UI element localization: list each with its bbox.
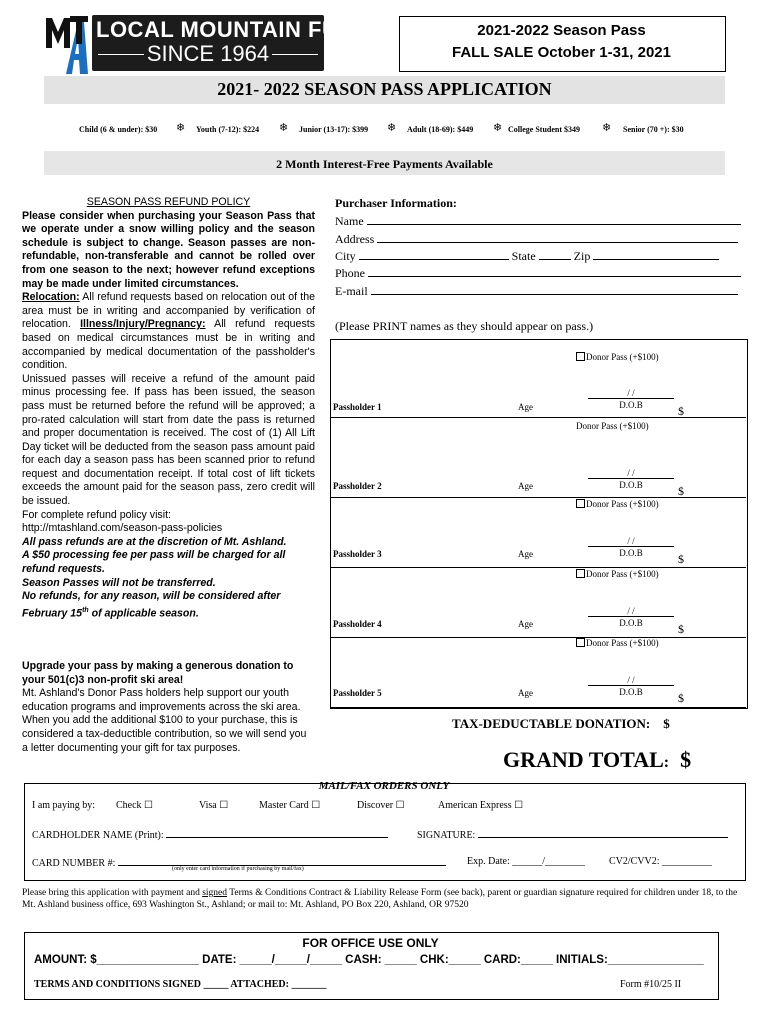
form-number: Form #10/25 II <box>620 979 682 990</box>
state-label: State <box>511 249 536 263</box>
snowflake-icon: ❄ <box>176 122 186 134</box>
terms-signed: TERMS AND CONDITIONS SIGNED _____ ATTACHED: _______ <box>34 979 327 990</box>
bring-note-post: Terms & Conditions Contract & Liability Release Form (see back), parent or guardian signature required for children under 18, to the Mt. Ashland business office, 693 Washington St., Ashland; or mail to: Mt. Ashland, PO Box 220, Ashland, OR 97520 <box>22 888 738 910</box>
relocation-label: Relocation: <box>22 291 80 304</box>
city-label: City <box>335 249 356 263</box>
address-label: Address <box>335 232 375 246</box>
age-label: Age <box>518 402 533 412</box>
deadline-sup: th <box>82 606 89 614</box>
donor-pass-checkbox[interactable] <box>576 421 649 431</box>
email-label: E-mail <box>335 284 368 298</box>
amount-dollar: $ <box>678 691 684 705</box>
refund-policy-heading: SEASON PASS REFUND POLICY <box>86 196 251 208</box>
passholder-3-label: Passholder 3 <box>333 549 382 559</box>
illness-label: Illness/Injury/Pregnancy: <box>80 318 206 331</box>
dob-label: D.O.B <box>619 618 643 628</box>
passholder-4-label: Passholder 4 <box>333 619 382 629</box>
name-field[interactable] <box>335 213 741 229</box>
checkbox-icon <box>576 569 585 578</box>
price-child: Child (6 & under): $30 <box>79 125 158 134</box>
upgrade-section <box>22 660 315 755</box>
signature-label: SIGNATURE: <box>417 830 476 841</box>
dob-input[interactable]: / / <box>588 389 674 399</box>
row-divider <box>330 567 746 568</box>
donor-pass-label: Donor Pass (+$100) <box>576 421 649 431</box>
card-info-note: (only enter card information if purchasing by mail/fax) <box>172 866 304 872</box>
refund-policy-intro: Please consider when purchasing your Season Pass that we operate under a snow willing policy and the season schedule is subject to change. Season passes are non-refundable, non-transferable and cannot be rolled over from one season to the next; however refund exceptions may be made under limited circumstances. <box>22 209 315 290</box>
city-state-zip-field[interactable] <box>335 248 719 264</box>
grand-total-label: GRAND TOTAL <box>503 747 664 772</box>
price-junior: Junior (13-17): $399 <box>299 125 369 134</box>
zip-label: Zip <box>573 249 591 263</box>
snowflake-icon: ❄ <box>387 122 397 134</box>
refund-policy-link[interactable]: http://mtashland.com/season-pass-policies <box>22 522 223 535</box>
exp-date-field[interactable]: Exp. Date: ______/________ <box>467 856 586 867</box>
snowflake-icon: ❄ <box>493 122 503 134</box>
grand-total <box>503 747 691 773</box>
purchaser-heading: Purchaser Information: <box>335 196 457 210</box>
cardholder-label: CARDHOLDER NAME (Print): <box>32 830 164 841</box>
dob-label: D.O.B <box>619 548 643 558</box>
card-number-label: CARD NUMBER #: <box>32 858 116 869</box>
phone-label: Phone <box>335 266 365 280</box>
refund-deadline <box>22 590 315 621</box>
checkbox-icon <box>576 638 585 647</box>
amount-dollar: $ <box>678 622 684 636</box>
upgrade-heading: Upgrade your pass by making a generous donation to your 501(c)3 non-profit ski area! <box>22 660 294 686</box>
age-label: Age <box>518 688 533 698</box>
cvv-field[interactable]: CV2/CVV2: __________ <box>609 856 713 867</box>
dob-input[interactable]: / / <box>588 469 674 479</box>
passholder-5-label: Passholder 5 <box>333 688 382 698</box>
donor-pass-label: Donor Pass (+$100) <box>586 569 659 579</box>
cardholder-field[interactable] <box>32 828 388 841</box>
print-note: (Please PRINT names as they should appear on pass.) <box>335 319 594 333</box>
dob-input[interactable]: / / <box>588 537 674 547</box>
discover-option[interactable]: Discover ☐ <box>357 800 405 811</box>
refund-no-transfer: Season Passes will not be transferred. <box>22 576 216 589</box>
deadline-text: No refunds, for any reason, will be considered after February 15 <box>22 590 281 620</box>
email-field[interactable] <box>335 283 738 299</box>
price-adult: Adult (18-69): $449 <box>407 125 474 134</box>
name-label: Name <box>335 214 364 228</box>
passholder-table <box>330 339 748 709</box>
price-senior: Senior (70 +): $30 <box>623 125 684 134</box>
visa-option[interactable]: Visa ☐ <box>199 800 229 811</box>
bring-note-pre: Please bring this application with payment and <box>22 888 203 898</box>
passholder-2-label: Passholder 2 <box>333 481 382 491</box>
refund-visit: For complete refund policy visit: <box>22 508 171 521</box>
mastercard-option[interactable]: Master Card ☐ <box>259 800 321 811</box>
header-season-pass: 2021-2022 Season Pass <box>477 22 646 39</box>
amount-dollar: $ <box>678 484 684 498</box>
snowflake-icon: ❄ <box>602 122 612 134</box>
logo-rule-right <box>272 54 318 55</box>
checkbox-icon <box>576 499 585 508</box>
office-use-title: FOR OFFICE USE ONLY <box>302 936 439 950</box>
donor-pass-label: Donor Pass (+$100) <box>586 638 659 648</box>
bring-note-signed: signed <box>202 888 228 898</box>
header-fall-sale: FALL SALE October 1-31, 2021 <box>452 44 671 61</box>
donor-pass-checkbox[interactable] <box>576 638 659 648</box>
tax-donation-dollar: $ <box>663 716 670 731</box>
logo-text-line1: LOCAL MOUNTAIN FUN <box>96 17 355 42</box>
tax-donation-label: TAX-DEDUCTABLE DONATION: <box>452 716 651 731</box>
office-fields: AMOUNT: $________________ DATE: _____/_____/_____ CASH: _____ CHK:_____ CARD:_____ INITIALS:_______________ <box>34 954 704 966</box>
upgrade-body: Mt. Ashland's Donor Pass holders help support our youth education programs and improvements across the ski area. When you add the additional $100 to your purchase, this is considered a tax-deductible contribution, so we will send you a letter documenting your gift for tax purposes. <box>22 687 307 754</box>
donor-pass-checkbox[interactable] <box>576 569 659 579</box>
row-divider <box>330 637 746 638</box>
page-title: 2021- 2022 SEASON PASS APPLICATION <box>217 79 552 99</box>
age-label: Age <box>518 549 533 559</box>
refund-policy <box>22 196 315 621</box>
donor-pass-label: Donor Pass (+$100) <box>586 352 659 362</box>
grand-total-dollar: $ <box>680 747 692 772</box>
snowflake-icon: ❄ <box>279 122 289 134</box>
dob-label: D.O.B <box>619 687 643 697</box>
illness-text: All refund requests based on medical circumstances must be in writing and accompanied by medical documentation of the passholder's condition. <box>22 318 315 372</box>
donor-pass-checkbox[interactable] <box>576 352 659 362</box>
logo-mark <box>44 14 90 76</box>
refund-discretion: All pass refunds are at the discretion of Mt. Ashland. <box>22 535 287 548</box>
tax-deductable-donation <box>452 716 670 732</box>
amex-option[interactable]: American Express ☐ <box>438 800 524 811</box>
paying-by-label: I am paying by: <box>32 800 96 811</box>
dob-label: D.O.B <box>619 400 643 410</box>
interest-free-note: 2 Month Interest-Free Payments Available <box>276 157 493 171</box>
amount-dollar: $ <box>678 404 684 418</box>
refund-unissued: Unissued passes will receive a refund of the amount paid minus processing fee. If pass has been issued, the season pass must be returned before the refund will be approved; a pro-rated calculation will start from date the pass is returned and proper documentation is received. The cost of (1) All Lift Day ticket will be deducted from the season pass amount paid for each day a season pass has been scanned prior to refund request and documentation receipt. If total cost of lift tickets exceeds the amount paid for the season pass, zero credit will be issued. <box>22 372 315 508</box>
phone-field[interactable] <box>335 265 741 281</box>
checkbox-icon <box>576 352 585 361</box>
row-divider <box>330 707 746 708</box>
passholder-1-label: Passholder 1 <box>333 402 382 412</box>
mail-fax-title: MAIL/FAX ORDERS ONLY <box>318 780 450 792</box>
donor-pass-checkbox[interactable] <box>576 499 659 509</box>
check-option[interactable]: Check ☐ <box>116 800 154 811</box>
price-college: College Student $349 <box>508 125 580 134</box>
dob-label: D.O.B <box>619 480 643 490</box>
price-youth: Youth (7-12): $224 <box>196 125 260 134</box>
dob-input[interactable]: / / <box>588 676 674 686</box>
age-label: Age <box>518 481 533 491</box>
grand-total-colon: : <box>663 754 670 771</box>
address-field[interactable] <box>335 231 738 247</box>
bring-instructions <box>22 887 747 911</box>
relocation-text: All refund requests based on relocation out of the area must be in writing and accompanied by verification of relocation. <box>22 291 315 331</box>
refund-fee: A $50 processing fee per pass will be charged for all refund requests. <box>22 549 286 576</box>
signature-field[interactable] <box>417 828 728 841</box>
age-label: Age <box>518 619 533 629</box>
logo-text-line2: SINCE 1964 <box>146 41 270 66</box>
dob-input[interactable]: / / <box>588 607 674 617</box>
deadline-post: of applicable season. <box>88 607 199 620</box>
donor-pass-label: Donor Pass (+$100) <box>586 499 659 509</box>
refund-relocation <box>22 291 315 373</box>
amount-dollar: $ <box>678 552 684 566</box>
